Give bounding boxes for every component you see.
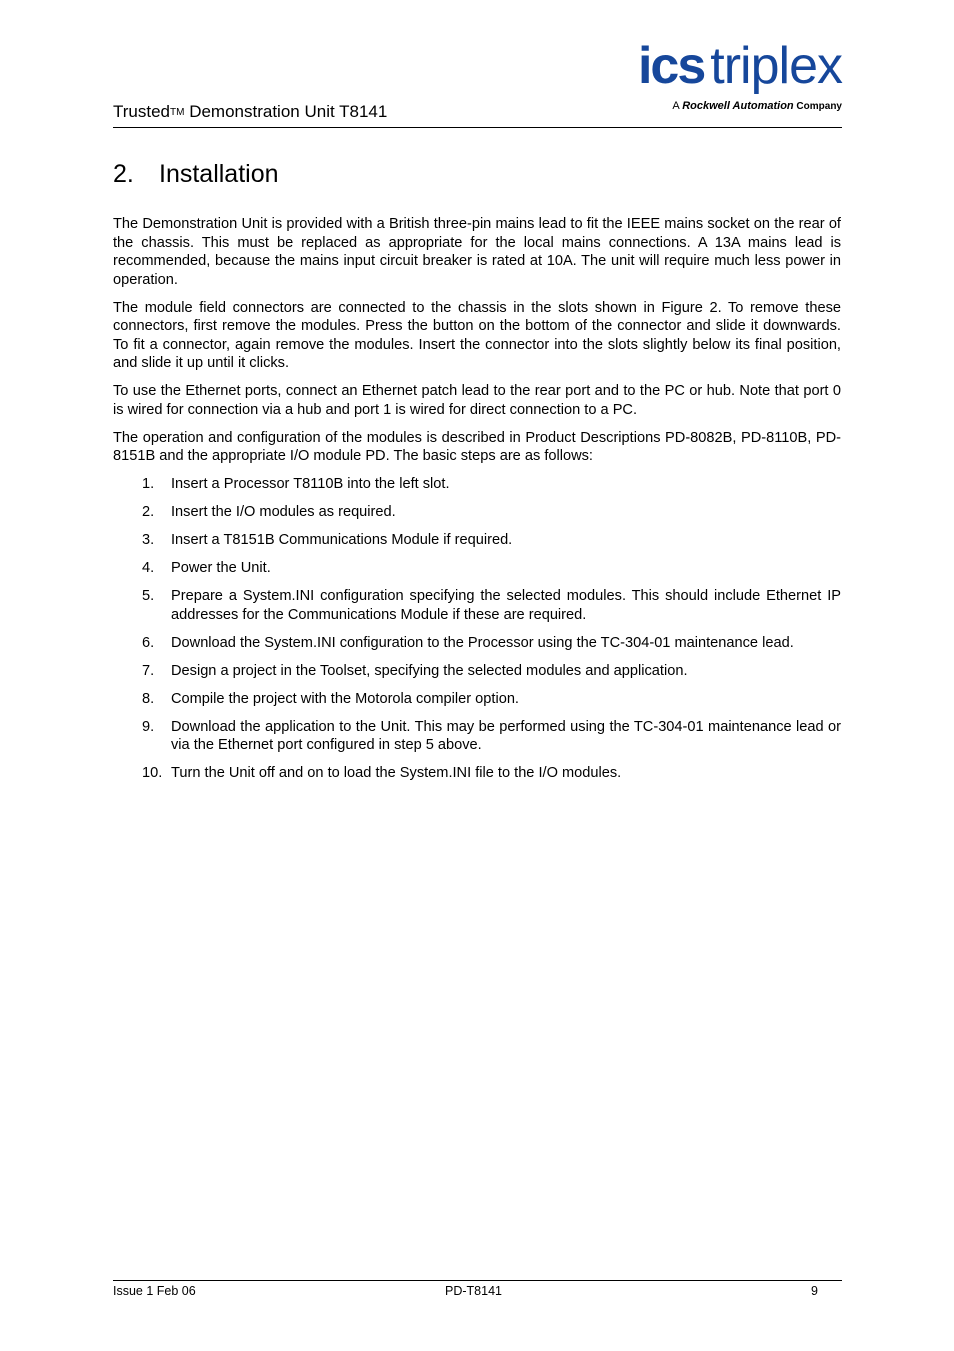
document-body: [113, 215, 841, 792]
list-item-text: Download the application to the Unit. This may be performed using the TC-304-01 maintenance lead or via the Ethernet port configured in step 5 above.: [171, 718, 841, 753]
footer-page-number: 9: [811, 1284, 818, 1298]
document-title-suffix: Demonstration Unit T8141: [184, 102, 388, 121]
list-item-text: Power the Unit.: [171, 560, 271, 576]
list-item: [113, 764, 841, 783]
logo-ics-text: ics: [637, 37, 705, 95]
list-item-number: 7.: [142, 662, 155, 679]
logo-tag-company: Company: [793, 101, 842, 112]
list-item-number: 9.: [142, 718, 155, 735]
footer-document-code: PD-T8141: [445, 1284, 502, 1298]
section-title: Installation: [159, 160, 279, 188]
installation-steps-list: [113, 475, 841, 783]
list-item-text: Compile the project with the Motorola compiler option.: [171, 690, 519, 707]
list-item: [113, 662, 841, 681]
paragraph: The module field connectors are connected to the chassis in the slots shown in Figure 2. To remove these connectors, first remove the modules. Press the button on the bottom of the connector and slide it downwards. To fit a connector, again remove the modules. Insert the connector into the slots slightly below its final position, and slide it up until it clicks.: [113, 299, 841, 371]
list-item-number: 10.: [142, 765, 163, 781]
list-item: [113, 718, 841, 755]
trademark-superscript: TM: [170, 107, 185, 118]
list-item-text: Design a project in the Toolset, specifying the selected modules and application.: [171, 662, 688, 679]
logo-tag-brand: Rockwell Automation: [682, 100, 794, 112]
section-heading: [113, 160, 279, 189]
list-item-number: 5.: [142, 588, 155, 604]
list-item-number: 6.: [142, 634, 155, 651]
list-item: [113, 559, 841, 578]
paragraph: To use the Ethernet ports, connect an Ethernet patch lead to the rear port and to the PC or hub. Note that port 0 is wired for connection via a hub and port 1 is wired for direct connection to a PC.: [113, 383, 841, 418]
paragraph: The operation and configuration of the modules is described in Product Descriptions PD-8082B, PD-8110B, PD-8151B and the appropriate I/O module PD. The basic steps are as follows:: [113, 429, 841, 464]
list-item-text: Insert a Processor T8110B into the left slot.: [171, 476, 450, 492]
list-item-number: 1.: [142, 476, 155, 492]
list-item: [113, 634, 841, 653]
document-title: [113, 102, 387, 122]
list-item: [113, 503, 841, 522]
logo-tag-a: A: [672, 100, 683, 112]
logo-wordmark: [637, 37, 842, 95]
list-item-text: Insert the I/O modules as required.: [171, 504, 396, 520]
section-number: 2.: [113, 160, 134, 188]
page-footer: [113, 1280, 842, 1298]
logo-tagline: [672, 100, 842, 112]
list-item-number: 3.: [142, 532, 155, 548]
footer-issue: Issue 1 Feb 06: [113, 1284, 196, 1298]
list-item: [113, 587, 841, 624]
list-item-number: 8.: [142, 690, 155, 707]
document-title-prefix: Trusted: [113, 102, 171, 121]
page-header: [113, 37, 842, 128]
company-logo: [610, 37, 842, 120]
logo-triplex-text: triplex: [710, 37, 842, 95]
list-item: [113, 531, 841, 550]
list-item-text: Download the System.INI configuration to the Processor using the TC-304-01 maintenance lead.: [171, 634, 794, 651]
list-item-text: Prepare a System.INI configuration specifying the selected modules. This should include Ethernet IP addresses for the Communications Module if these are required.: [171, 588, 841, 623]
list-item: [113, 475, 841, 494]
list-item-text: Turn the Unit off and on to load the System.INI file to the I/O modules.: [171, 765, 622, 781]
list-item-number: 2.: [142, 504, 155, 520]
list-item-number: 4.: [142, 560, 155, 576]
list-item: [113, 690, 841, 709]
paragraph: The Demonstration Unit is provided with a British three-pin mains lead to fit the IEEE mains socket on the rear of the chassis. This must be replaced as appropriate for the local mains connections. A 13A mains lead is recommended, because the mains input circuit breaker is rated at 10A. The unit will require much less power in operation.: [113, 216, 841, 288]
list-item-text: Insert a T8151B Communications Module if required.: [171, 532, 513, 548]
